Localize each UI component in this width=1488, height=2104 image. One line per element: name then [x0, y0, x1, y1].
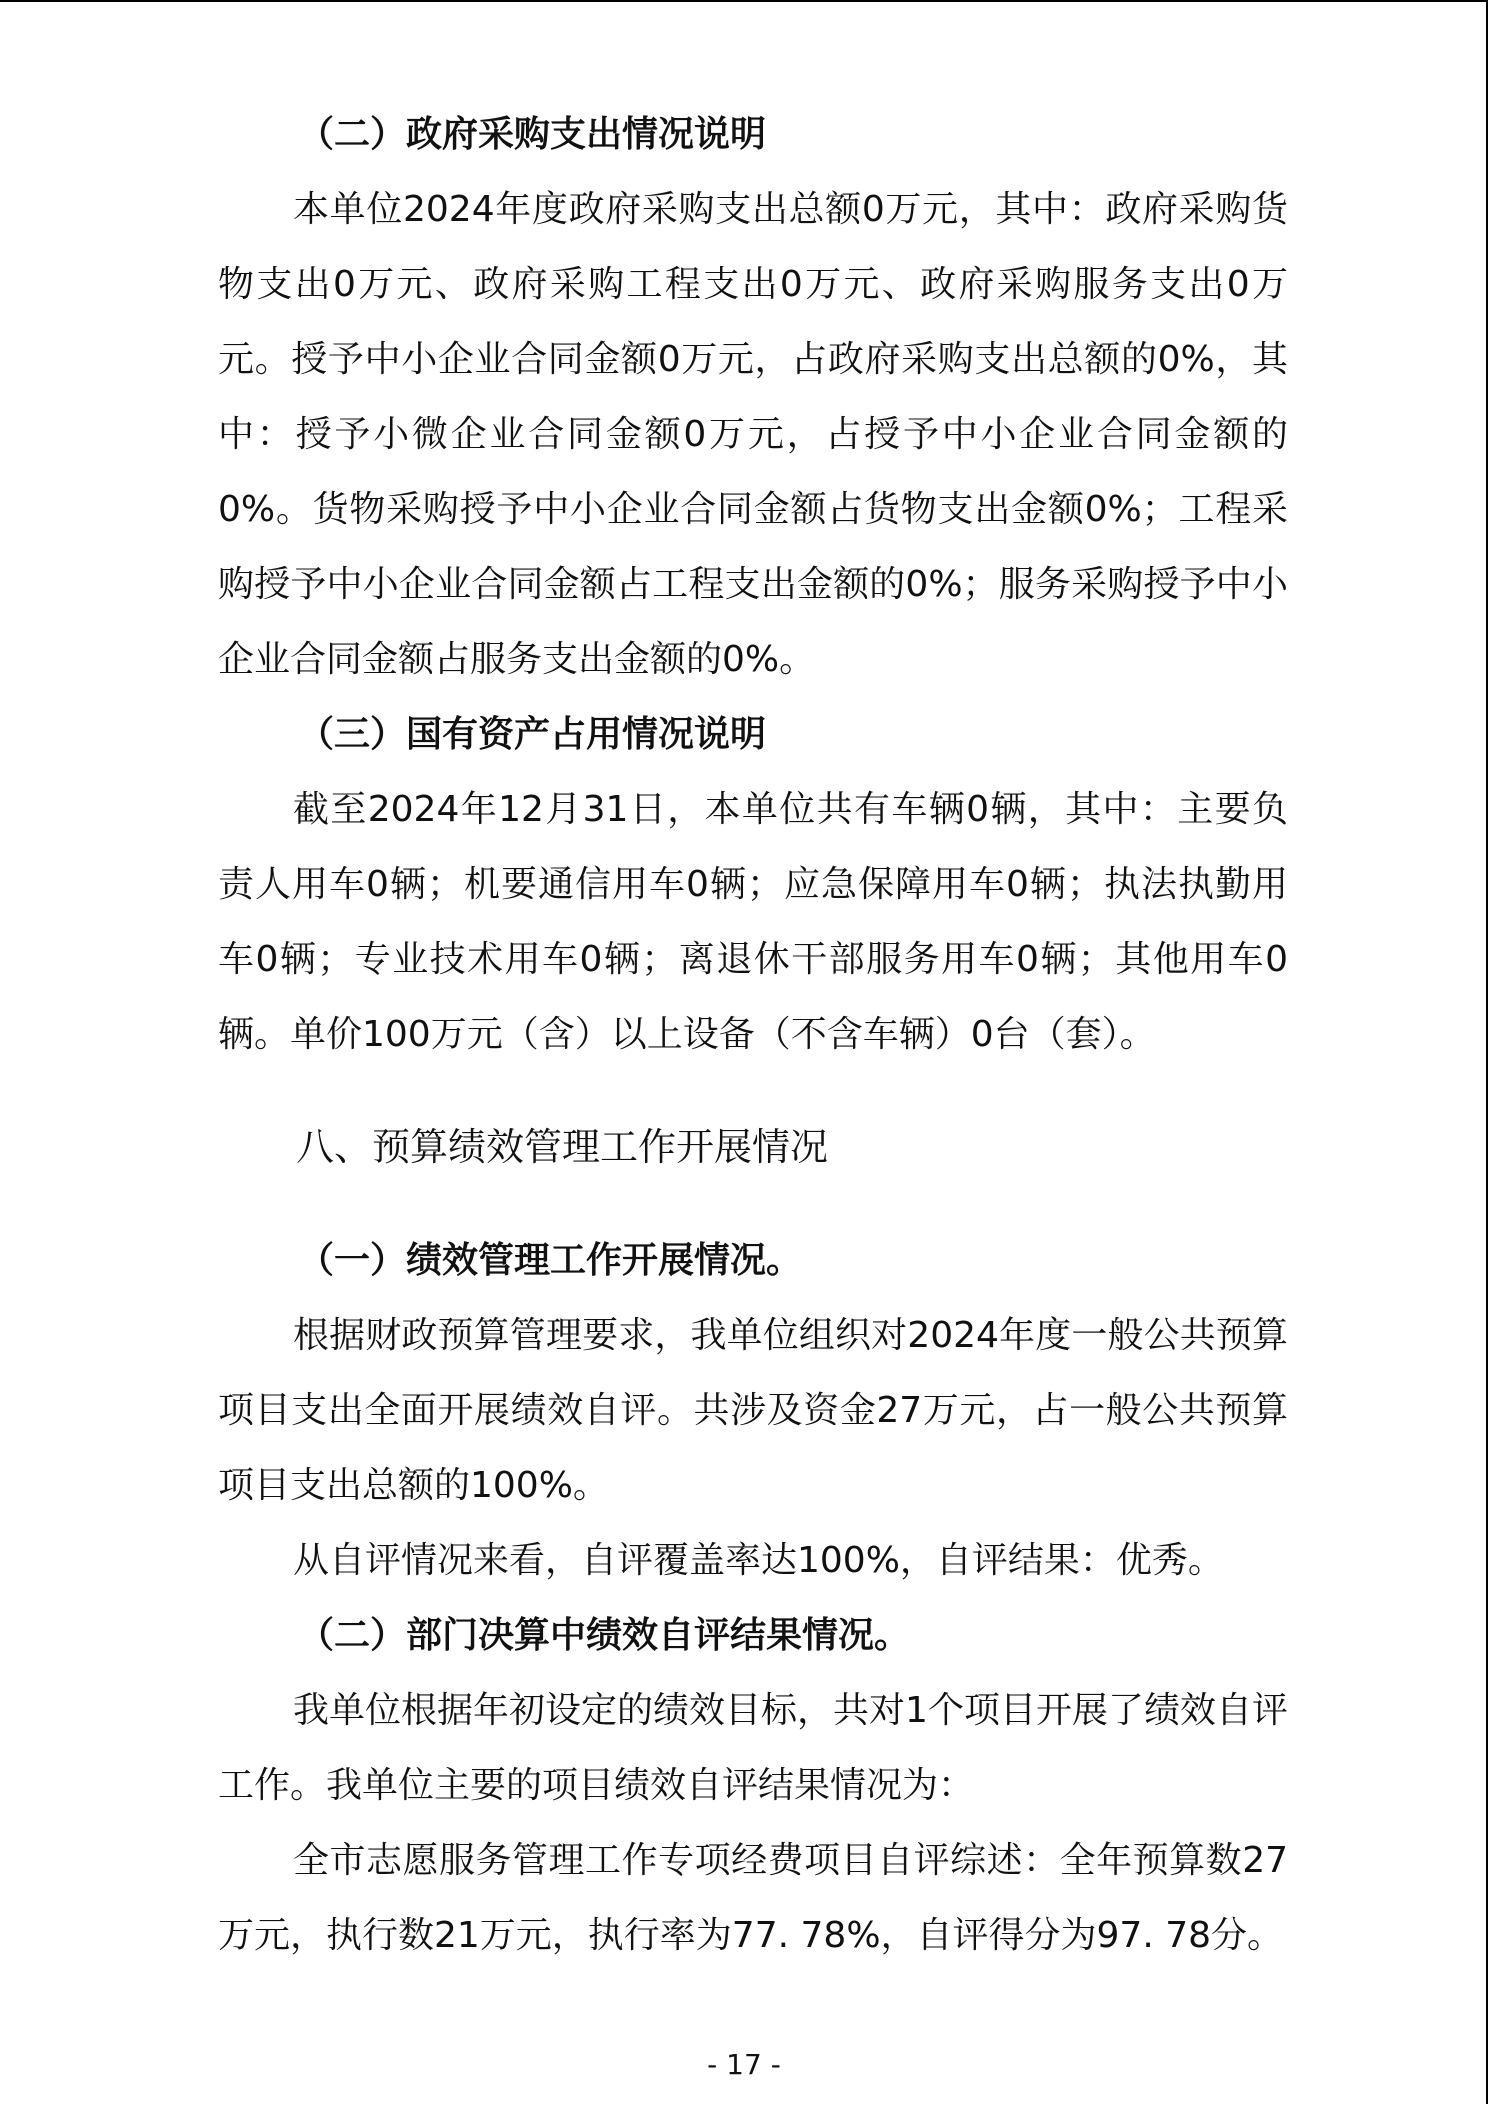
- section-heading-assets: （三）国有资产占用情况说明: [298, 714, 767, 755]
- paragraph-performance-result: 从自评情况来看，自评覆盖率达100%，自评结果：优秀。: [293, 1540, 1224, 1581]
- paragraph-self-evaluation-intro: 我单位根据年初设定的绩效目标，共对1个项目开展了绩效自评工作。我单位主要的项目绩效自评结果情况为：: [218, 1690, 1288, 1806]
- section-heading-performance-management: （一）绩效管理工作开展情况。: [298, 1240, 803, 1281]
- paragraph-performance-scope: 根据财政预算管理要求，我单位组织对2024年度一般公共预算项目支出全面开展绩效自评。共涉及资金27万元，占一般公共预算项目支出总额的100%。: [218, 1315, 1288, 1506]
- chapter-title: 八、预算绩效管理工作开展情况: [296, 1125, 829, 1169]
- paragraph-assets: 截至2024年12月31日，本单位共有车辆0辆，其中：主要负责人用车0辆；机要通信用车0辆；应急保障用车0辆；执法执勤用车0辆；专业技术用车0辆；离退休干部服务用车0辆；其他用车0辆。单价100万元（含）以上设备（不含车辆）0台（套）。: [218, 789, 1288, 1055]
- section-heading-procurement: （二）政府采购支出情况说明: [298, 114, 767, 155]
- paragraph-self-evaluation-summary: 全市志愿服务管理工作专项经费项目自评综述：全年预算数27万元，执行数21万元，执行率为77. 78%，自评得分为97. 78分。: [218, 1840, 1288, 1956]
- paragraph-procurement: 本单位2024年度政府采购支出总额0万元，其中：政府采购货物支出0万元、政府采购工程支出0万元、政府采购服务支出0万元。授予中小企业合同金额0万元，占政府采购支出总额的0%，其中：授予小微企业合同金额0万元，占授予中小企业合同金额的0%。货物采购授予中小企业合同金额占货物支出金额0%；工程采购授予中小企业合同金额占工程支出金额的0%；服务采购授予中小企业合同金额占服务支出金额的0%。: [218, 189, 1288, 680]
- section-heading-self-evaluation: （二）部门决算中绩效自评结果情况。: [298, 1615, 911, 1656]
- page-number: - 17 -: [707, 2048, 781, 2081]
- document-body: [218, 97, 1288, 1973]
